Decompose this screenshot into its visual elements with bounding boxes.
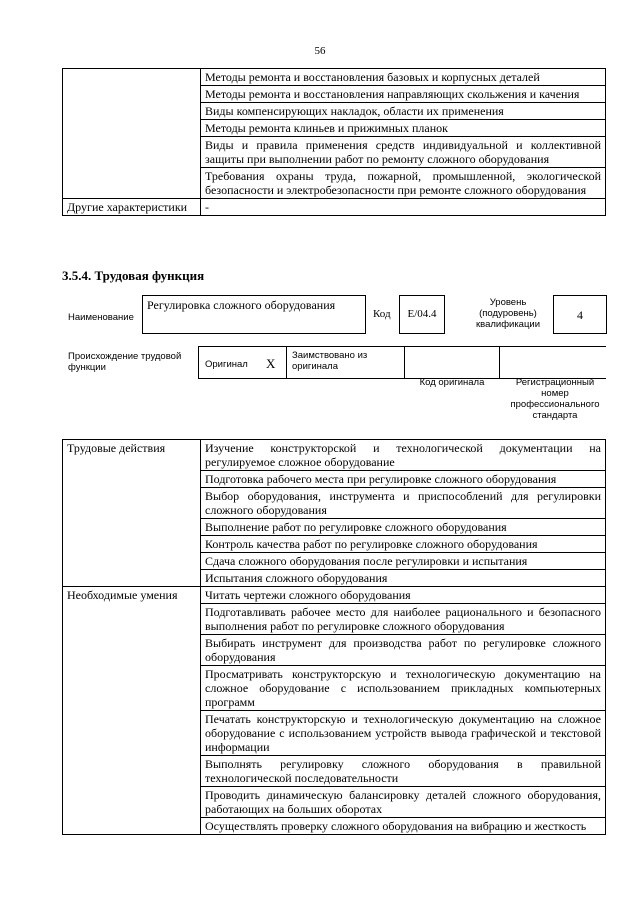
requirement-item: Подготавливать рабочее место для наиболее рационального и безопасного выполнения работ по регулировке сложного оборудования [201, 604, 606, 635]
origin-divider-1 [198, 346, 199, 379]
requirement-item: Проводить динамическую балансировку деталей сложного оборудования, работающих на больших оборотах [201, 787, 606, 818]
table-row [63, 69, 606, 86]
code-value-box [399, 295, 445, 334]
requirement-item: Виды компенсирующих накладок, области их применения [201, 103, 606, 120]
requirement-item: Методы ремонта клиньев и прижимных планок [201, 120, 606, 137]
function-content-table [62, 439, 606, 835]
requirement-item: Методы ремонта и восстановления направляющих скольжения и качения [201, 86, 606, 103]
origin-top-border [198, 346, 606, 347]
requirement-item: Читать чертежи сложного оборудования [201, 587, 606, 604]
name-value: Регулировка сложного оборудования [147, 298, 336, 312]
requirement-item: Виды и правила применения средств индивидуальной и коллективной защиты при выполнении работ по ремонту сложного оборудования [201, 137, 606, 168]
origin-divider-4 [499, 346, 500, 379]
requirement-item: Печатать конструкторскую и технологическую документацию на сложное оборудование с использованием устройств вывода графической и текстовой информации [201, 711, 606, 756]
level-label: Уровень (подуровень) квалификации [475, 297, 541, 330]
origin-divider-2 [286, 346, 287, 379]
table-row [63, 587, 606, 604]
requirement-item: Сдача сложного оборудования после регулировки и испытания [201, 553, 606, 570]
reg-number-label: Регистрационный номер профессионального стандарта [510, 377, 600, 421]
requirement-item: - [201, 199, 606, 216]
requirement-item: Методы ремонта и восстановления базовых и корпусных деталей [201, 69, 606, 86]
original-mark: X [266, 356, 276, 371]
origin-label: Происхождение трудовой функции [68, 351, 182, 373]
page-number: 56 [314, 45, 326, 57]
code-original-label: Код оригинала [419, 377, 485, 388]
code-label: Код [373, 308, 391, 320]
requirement-item: Изучение конструкторской и технологической документации на регулируемое сложное оборудование [201, 440, 606, 471]
requirement-item: Просматривать конструкторскую и технологическую документацию на сложное оборудование с использованием прикладных компьютерных программ [201, 666, 606, 711]
table-row [63, 199, 606, 216]
requirement-item: Требования охраны труда, пожарной, промышленной, экологической безопасности и электробезопасности при ремонте сложного оборудования [201, 168, 606, 199]
name-label: Наименование [68, 312, 134, 323]
table-row [63, 440, 606, 471]
level-value-box [553, 295, 607, 334]
row-category-label [63, 69, 201, 199]
origin-divider-3 [404, 346, 405, 379]
requirement-item: Подготовка рабочего места при регулировке сложного оборудования [201, 471, 606, 488]
requirement-item: Выбирать инструмент для производства работ по регулировке сложного оборудования [201, 635, 606, 666]
requirement-item: Испытания сложного оборудования [201, 570, 606, 587]
requirement-item: Осуществлять проверку сложного оборудования на вибрацию и жесткость [201, 818, 606, 835]
row-category-label: Необходимые умения [63, 587, 201, 835]
original-label: Оригинал [205, 359, 248, 370]
row-category-label: Трудовые действия [63, 440, 201, 587]
requirement-item: Выполнение работ по регулировке сложного оборудования [201, 519, 606, 536]
borrowed-label: Заимствовано из оригинала [292, 350, 368, 372]
requirement-item: Выбор оборудования, инструмента и приспособлений для регулировки сложного оборудования [201, 488, 606, 519]
top-requirements-table [62, 68, 606, 216]
name-value-box [142, 295, 366, 334]
requirement-item: Контроль качества работ по регулировке сложного оборудования [201, 536, 606, 553]
requirement-item: Выполнять регулировку сложного оборудования в правильной технологической последовательности [201, 756, 606, 787]
level-value: 4 [577, 308, 583, 322]
code-value: E/04.4 [407, 308, 437, 320]
section-title: 3.5.4. Трудовая функция [62, 268, 205, 283]
row-category-label: Другие характеристики [63, 199, 201, 216]
